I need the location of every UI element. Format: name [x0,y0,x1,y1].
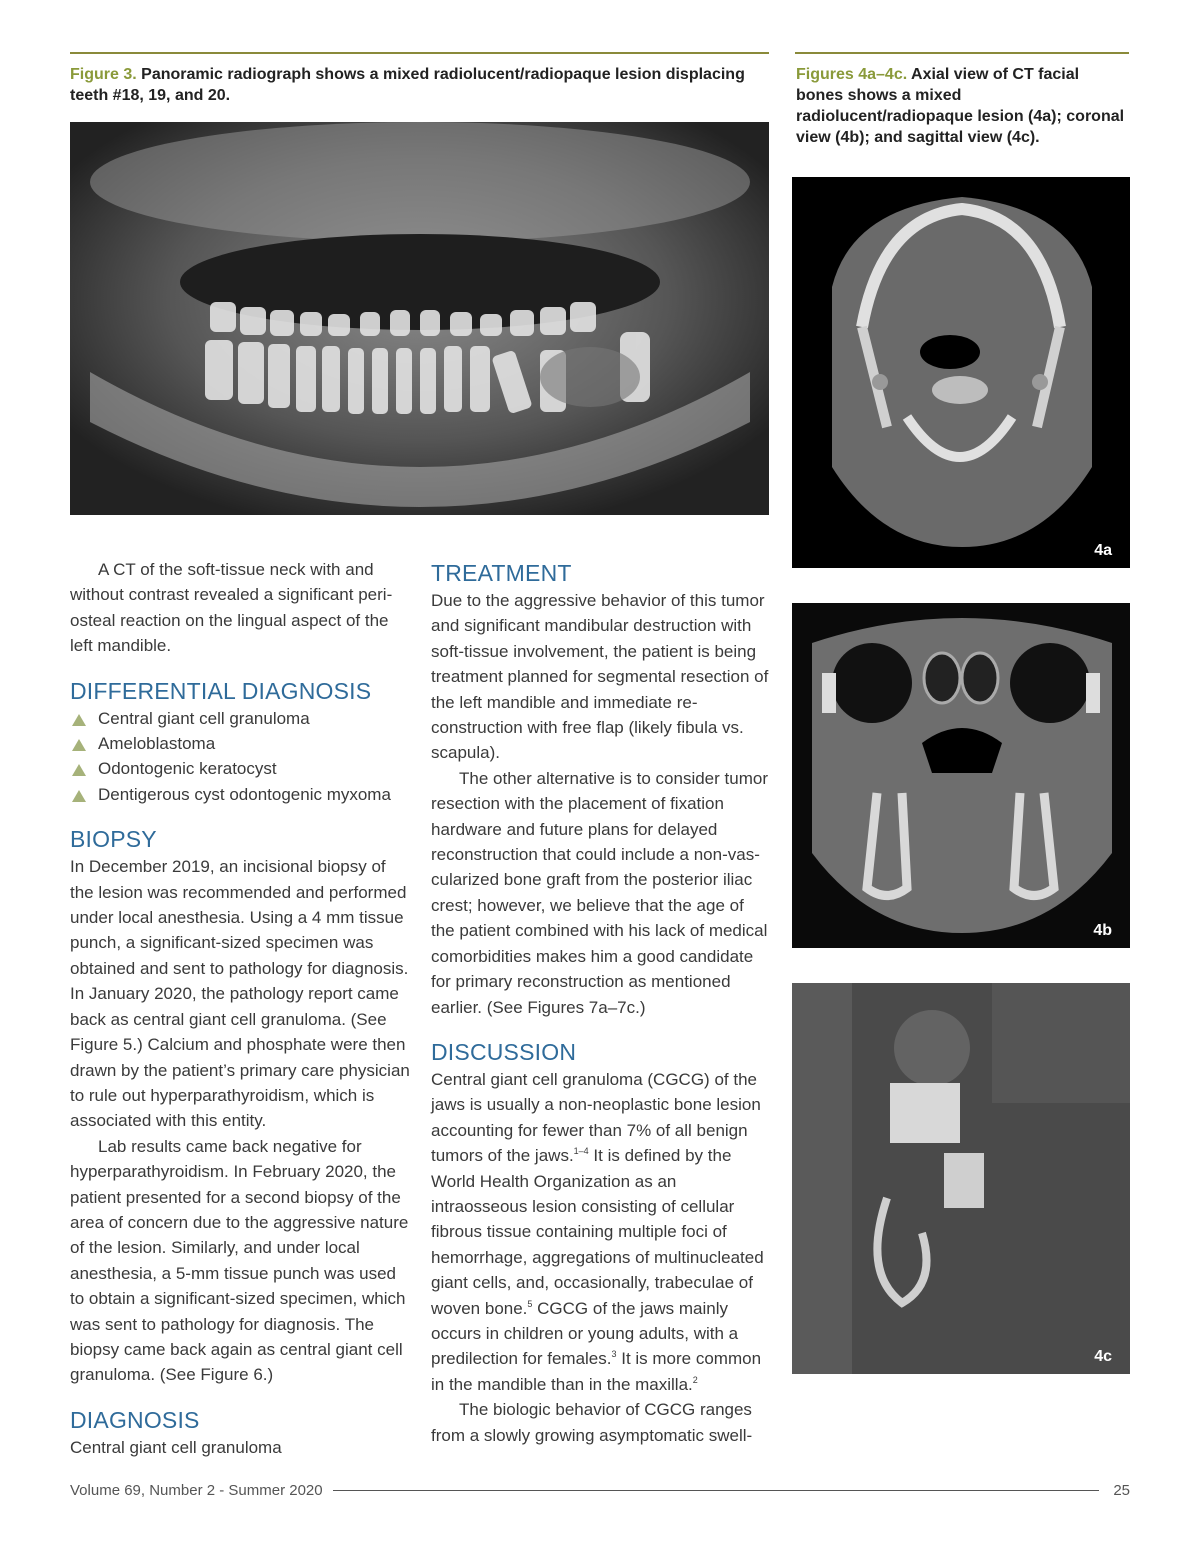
biopsy-paragraph-1: In December 2019, an incisional biopsy of the lesion was recommended and performed under local anesthesia. Using a 4 mm tissue punch, a significant-sized specimen was obtained and sent to pathology for diagnosis. In January 2020, the pathology report came back as central giant cell granuloma. (See Figure 5.) Calcium and phosphate were then drawn by the patient’s primary care physician to rule out hyperparathyroidism, which is associated with this entity. [70,857,410,1131]
figure4-top-rule [795,52,1129,54]
figure3-label: Figure 3. [70,66,137,83]
citation-superscript: 2 [692,1374,698,1385]
list-item-text: Central giant cell granuloma [98,708,310,728]
footer-divider [333,1490,1100,1491]
citation-superscript: 3 [611,1349,617,1360]
page-number: 25 [1113,1482,1130,1499]
treatment-heading: TREATMENT [431,560,572,586]
list-item [70,706,410,731]
triangle-bullet-icon [72,790,86,802]
list-item-text: Dentigerous cyst odontogenic myxoma [98,784,391,804]
discussion-heading: DISCUSSION [431,1038,577,1065]
diagnosis-heading: DIAGNOSIS [70,1406,200,1433]
citation-superscript: 5 [527,1298,533,1309]
figure4-caption-text: Axial view of CT facial bones shows a mixed radiolucent/radiopaque lesion (4a); coronal view (4b); and sagittal view (4c). [796,66,1125,146]
list-item [70,731,410,756]
issue-info: Volume 69, Number 2 - Summer 2020 [70,1482,323,1499]
figure-4b-tag: 4b [1093,922,1112,939]
biopsy-heading: BIOPSY [70,826,157,853]
differential-diagnosis-heading: DIFFERENTIAL DIAGNOSIS [70,677,372,704]
figure-4a-tag: 4a [1094,542,1112,559]
page-footer [70,1482,1130,1499]
discussion-text: Central giant cell granuloma (CGCG) of the jaws is usually a non-neoplastic bone lesion accounting for fewer than 7% of all benign tumors of the jaws. [431,1069,761,1166]
ct-axial-image [792,177,1130,568]
left-text-column [70,557,410,1460]
triangle-bullet-icon [72,764,86,776]
triangle-bullet-icon [72,714,86,726]
panoramic-radiograph-image [70,122,769,515]
triangle-bullet-icon [72,739,86,751]
figure4-label: Figures 4a–4c. [796,66,908,83]
discussion-text: It is more common in the mandible than in the maxilla. [431,1349,762,1394]
list-item-text: Odontogenic keratocyst [98,759,277,779]
list-item [70,782,410,807]
figure3-top-rule [70,52,769,54]
discussion-text: It is defined by the World Health Organization as an intraosseous lesion consisting of cellular fibrous tissue containing multiple foci of hemorrhage, aggregations of multinucleated giant cells, and, occasionally, trabeculae of woven bone. [431,1146,764,1318]
discussion-text: CGCG of the jaws mainly occurs in children or young adults, with a predilection for females. [431,1298,739,1369]
discussion-paragraph-2: The biologic behavior of CGCG ranges from a slowly growing asymptomatic swell- [431,1400,753,1445]
ct-sagittal-image [792,983,1130,1374]
treatment-paragraph-2: The other alternative is to consider tumor resection with the placement of fixation hardware and future plans for delayed reconstruction that could include a non-vascularized bone graft from the posterior iliac crest; however, we believe that the age of the patient combined with his lack of medical comorbidities makes him a good candidate for primary reconstruction as mentioned earlier. (See Figures 7a–7c.) [431,768,768,1017]
list-item-text: Ameloblastoma [98,734,216,754]
figure4-caption [796,64,1128,148]
citation-superscript: 1–4 [573,1146,589,1157]
figure-4c-tag: 4c [1094,1348,1112,1365]
figure3-caption [70,64,769,106]
discussion-paragraph-1 [431,1067,771,1397]
intro-paragraph: A CT of the soft-tissue neck with and without contrast revealed a significant periosteal reaction on the lingual aspect of the left mandible. [70,560,393,656]
figure3-caption-text: Panoramic radiograph shows a mixed radiolucent/radiopaque lesion displacing teeth #18, 19, and 20. [70,66,745,104]
diagnosis-text: Central giant cell granuloma [70,1437,282,1457]
middle-text-column [431,558,771,1448]
list-item [70,756,410,781]
differential-diagnosis-list [70,706,410,808]
biopsy-paragraph-2: Lab results came back negative for hyperparathyroidism. In February 2020, the patient presented for a second biopsy of the area of concern due to the aggressive nature of the lesion. Similarly, and under local anesthesia, a 5-mm tissue punch was used to obtain a significant-sized specimen, which was sent to pathology for diagnosis. The biopsy came back again as central giant cell granuloma. (See Figure 6.) [70,1136,409,1385]
ct-coronal-image [792,603,1130,948]
treatment-paragraph-1: Due to the aggressive behavior of this tumor and significant mandibular destruction with soft-tissue involvement, the patient is being treatment planned for segmental resection of the left mandible and immediate reconstruction with free flap (likely fibula vs. scapula). [431,591,769,763]
